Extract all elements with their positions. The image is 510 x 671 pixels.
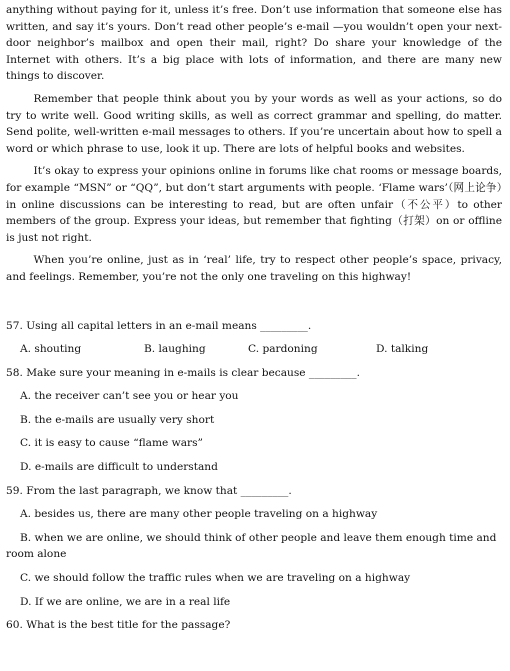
option-b: B. the e-mails are usually very short — [20, 413, 215, 426]
passage-paragraph-1: anything without paying for it, unless it’s free. Don’t use information that someone else has written, and say it’s yours. Don’t read other people’s e-mail —you wouldn’t open your next-door neighbor’s mailbox and open their mail, right? Do share your knowledge of the Internet with others. It’s a big place with lots of information, and there are many new things to discover. — [6, 4, 502, 83]
option-d: D. talking — [376, 343, 429, 356]
question-stem: 57. Using all capital letters in an e-mail means _________. — [6, 319, 312, 332]
option-a: A. besides us, there are many other people traveling on a highway — [20, 508, 378, 521]
reading-passage — [6, 2, 502, 286]
question-stem: 58. Make sure your meaning in e-mails is clear because _________. — [6, 366, 360, 379]
section-gap — [6, 292, 502, 318]
option-d: D. If we are online, we are in a real life — [20, 595, 231, 608]
options-row — [20, 341, 502, 358]
passage-paragraph-4: When you’re online, just as in ‘real’ life, try to respect other people’s space, privacy, and feelings. Remember, you’re not the only one traveling on this highway! — [6, 254, 502, 283]
question-stem: 60. What is the best title for the passage? — [6, 619, 231, 632]
passage-paragraph-2: Remember that people think about you by your words as well as your actions, so do try to write well. Good writing skills, as well as correct grammar and spelling, do matter. Send polite, well-written e-mail messages to others. If you’re uncertain about how to spell a word or which phrase to use, look it up. There are lots of helpful books and websites. — [6, 92, 502, 155]
passage-paragraph-3: It’s okay to express your opinions online in forums like chat rooms or message boards, for example “MSN” or “QQ”, but don’t start arguments with people. ‘Flame wars’（网上论争）in online discussions can be interesting to read, but are often unfair（不公平）to other members of the group. Express your ideas, but remember that fighting（打架）on or offline is just not right. — [6, 165, 502, 244]
option-d: D. e-mails are difficult to understand — [20, 461, 218, 474]
question-58 — [6, 365, 502, 476]
option-b: B. laughing — [144, 343, 206, 356]
option-c: C. it is easy to cause “flame wars” — [20, 437, 203, 450]
question-stem: 59. From the last paragraph, we know that _________. — [6, 484, 292, 497]
question-59 — [6, 483, 502, 611]
option-c: C. we should follow the traffic rules when we are traveling on a highway — [20, 572, 411, 585]
option-a: A. shouting — [20, 343, 82, 356]
question-60 — [6, 617, 502, 634]
option-a: A. the receiver can’t see you or hear you — [20, 390, 239, 403]
option-b: B. when we are online, we should think of other people and leave them enough time and room alone — [6, 531, 497, 561]
question-57 — [6, 318, 502, 358]
option-c: C. pardoning — [248, 343, 318, 356]
